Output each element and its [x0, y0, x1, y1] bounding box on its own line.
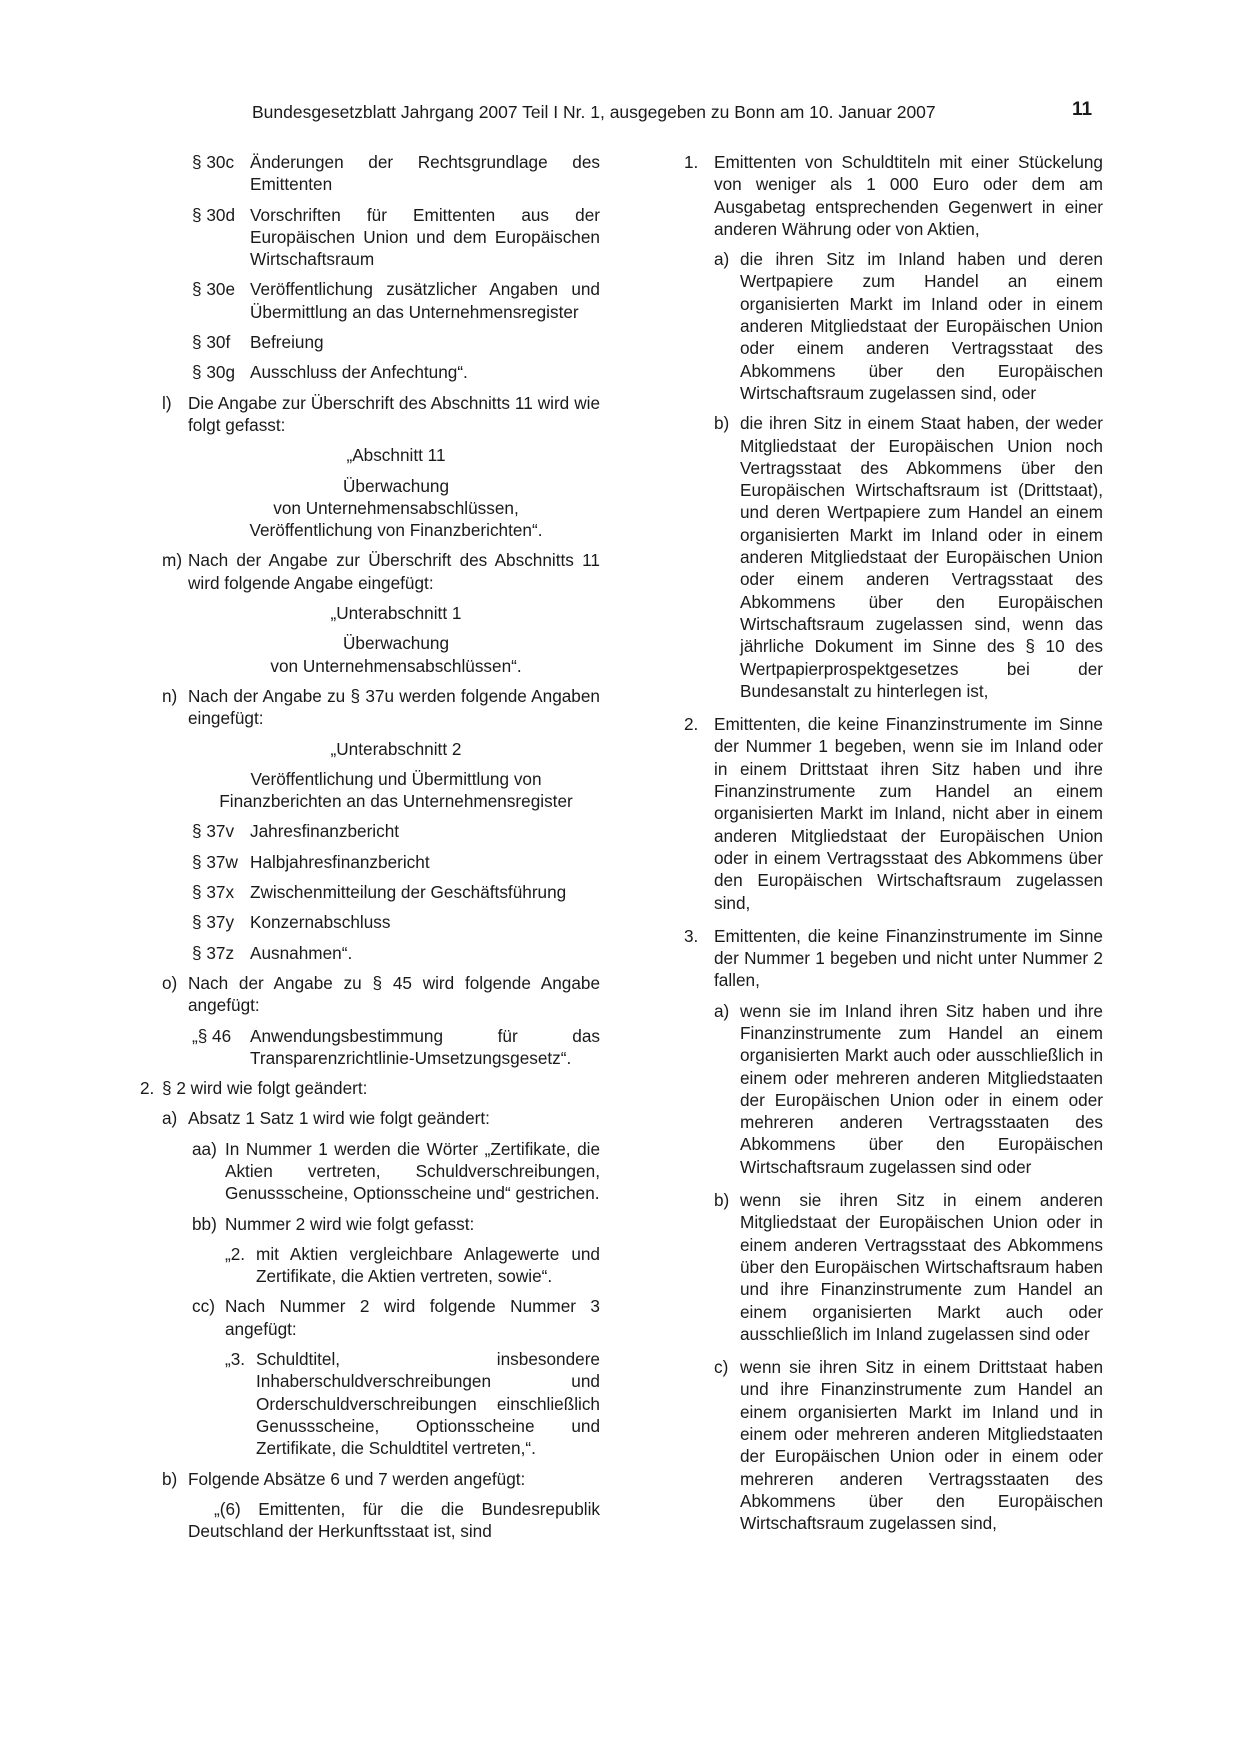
item-text: die ihren Sitz in einem Staat haben, der weder Mitgliedstaat der Europäischen Union noch Vertragsstaat des Abkommens über den Europäischen Wirtschaftsraum ist (Drittstaat), und deren Wertpapiere zum Handel an einem organisierten Markt im Inland oder in einem anderen Mitgliedstaat der Europäischen Union oder einem anderen Vertragsstaat des Abkommens über den Europäischen Wirtschaftsraum zugelassen sind, wenn das jährliche Dokument im Sinne des § 10 des Wertpapierprospektgesetzes bei der Bundesanstalt zu hinterlegen ist,: [740, 413, 1103, 701]
item-text: Nach Nummer 2 wird folgende Nummer 3 angefügt:: [225, 1296, 600, 1339]
item-1: [684, 151, 1103, 240]
item-text: Nummer 2 wird wie folgt gefasst:: [225, 1213, 475, 1234]
item-3b: [684, 1189, 1103, 1345]
item-aa: [140, 1138, 600, 1205]
item-label: b): [162, 1468, 178, 1489]
item-cc: [140, 1295, 600, 1340]
section-title: Zwischenmitteilung der Geschäftsführung: [250, 882, 567, 903]
item-label: a): [714, 249, 730, 270]
item-label: l): [162, 392, 172, 413]
item-text: die ihren Sitz im Inland haben und deren Wertpapiere zum Handel an einem organisierten Markt im Inland oder in einem anderen Mitgliedstaat der Europäischen Union oder einem anderen Vertragsstaat des Abkommens über den Europäischen Wirtschaftsraum zugelassen sind, oder: [740, 249, 1103, 403]
heading-line: von Unternehmensabschlüssen“.: [270, 655, 522, 676]
item-text: Nach der Angabe zur Überschrift des Abschnitts 11 wird folgende Angabe eingefügt:: [188, 550, 600, 593]
item-label: o): [162, 972, 178, 993]
heading-line: Überwachung: [342, 475, 450, 496]
heading-unterabschnitt-1: „Unterabschnitt 1: [330, 603, 462, 624]
item-text: Emittenten, die keine Finanzinstrumente im Sinne der Nummer 1 begeben, wenn sie im Inland oder in einem Drittstaat ihren Sitz haben und ihre Finanzinstrumente zum Handel an einem organisierten Markt im Inland, nicht aber in einem anderen Mitgliedstaat der Europäischen Union oder in einem Vertragsstaat des Abkommens über den Europäischen Wirtschaftsraum zugelassen sind,: [714, 714, 1103, 913]
left-column: [140, 151, 600, 1542]
item-label: cc): [192, 1296, 215, 1317]
item-n: [140, 685, 600, 730]
heading-line: Veröffentlichung von Finanzberichten“.: [249, 520, 543, 541]
item-text: In Nummer 1 werden die Wörter „Zertifikate, die Aktien vertreten, Schuldverschreibungen, Genussscheine, Optionsscheine und“ gestrichen.: [225, 1138, 600, 1204]
item-label: 1.: [684, 152, 699, 172]
section-entry-30g: [140, 361, 600, 383]
item-text: Nach der Angabe zu § 37u werden folgende Angaben eingefügt:: [188, 685, 600, 729]
item-label: 2.: [140, 1078, 155, 1099]
section-title: Ausschluss der Anfechtung“.: [250, 362, 468, 383]
paragraph-6: „(6) Emittenten, für die die Bundesrepublik Deutschland der Herkunftsstaat ist, sind: [188, 1498, 600, 1542]
item-label: a): [162, 1108, 178, 1129]
section-number: § 37z: [192, 942, 235, 963]
item-text: Die Angabe zur Überschrift des Abschnitts 11 wird wie folgt gefasst:: [188, 392, 600, 435]
item-text: Emittenten, die keine Finanzinstrumente im Sinne der Nummer 1 begeben und nicht unter Nummer 2 fallen,: [714, 925, 1103, 991]
section-title: Konzernabschluss: [250, 912, 391, 933]
section-title: Halbjahresfinanzbericht: [250, 851, 430, 872]
item-text: wenn sie ihren Sitz in einem anderen Mitgliedstaat der Europäischen Union oder in einem anderen Vertragsstaat des Abkommens über den Europäischen Wirtschaftsraum haben und ihre Finanzinstrumente zum Handel an einem organisierten Markt auch oder ausschließlich im Inland zugelassen sind oder: [740, 1190, 1103, 1344]
item-2-right: [684, 713, 1103, 914]
section-title: Ausnahmen“.: [250, 942, 353, 963]
section-entry-37w: [140, 851, 600, 873]
item-text: Nach der Angabe zu § 45 wird folgende Angabe angefügt:: [188, 972, 600, 1016]
item-label: m): [162, 550, 183, 571]
item-a: [140, 1107, 600, 1129]
right-column: [684, 151, 1103, 1535]
item-label: „3.: [225, 1349, 246, 1370]
section-number: § 30c: [192, 152, 235, 172]
item-o: [140, 972, 600, 1017]
item-label: b): [714, 1190, 730, 1211]
section-number: § 37y: [192, 912, 235, 933]
item-2: [140, 1077, 600, 1099]
section-entry-37v: [140, 820, 600, 842]
item-label: 2.: [684, 714, 699, 735]
section-entry-30f: [140, 331, 600, 353]
item-text: wenn sie im Inland ihren Sitz haben und ihre Finanzinstrumente zum Handel an einem organisierten Markt auch oder ausschließlich in einem oder mehreren anderen Mitgliedstaaten der Europäischen Union oder in einem oder mehreren anderen Vertragsstaaten des Abkommens über den Europäischen Wirtschaftsraum zugelassen sind oder: [740, 1000, 1103, 1177]
heading-line: Finanzberichten an das Unternehmensregister: [219, 791, 573, 812]
item-m: [140, 549, 600, 594]
section-title: Vorschriften für Emittenten aus der Europäischen Union und dem Europäischen Wirtschaftsraum: [250, 204, 600, 270]
heading-line: von Unternehmensabschlüssen,: [273, 497, 519, 518]
section-entry-30e: [140, 278, 600, 323]
item-label: b): [714, 413, 730, 434]
section-entry-30c: [140, 151, 600, 196]
item-1a: [684, 248, 1103, 404]
section-number: § 37v: [192, 821, 235, 842]
section-number: § 30d: [192, 204, 236, 225]
page-number: 11: [1072, 99, 1093, 120]
item-label: n): [162, 685, 178, 706]
section-number: § 37w: [192, 851, 238, 872]
section-entry-37z: [140, 942, 600, 964]
item-text: Schuldtitel, insbesondere Inhaberschuldverschreibungen und Orderschuldverschreibungen einschließlich Genussscheine, Optionsscheine und Zertifikate, die Schuldtitel vertreten,“.: [256, 1349, 600, 1459]
section-title: Anwendungsbestimmung für das Transparenzrichtlinie-Umsetzungsgesetz“.: [250, 1025, 600, 1068]
section-number: „§ 46: [192, 1025, 232, 1046]
item-text: mit Aktien vergleichbare Anlagewerte und Zertifikate, die Aktien vertreten, sowie“.: [256, 1243, 600, 1287]
section-title: Jahresfinanzbericht: [250, 821, 400, 842]
item-text: § 2 wird wie folgt geändert:: [162, 1078, 368, 1099]
section-title: Befreiung: [250, 332, 324, 353]
item-l: [140, 392, 600, 437]
quoted-number-2: [140, 1243, 600, 1288]
quoted-number-3: [140, 1348, 600, 1459]
section-title: Änderungen der Rechtsgrundlage des Emittenten: [250, 152, 600, 195]
item-text: Emittenten von Schuldtiteln mit einer Stückelung von weniger als 1 000 Euro oder dem am Ausgabetag entsprechenden Gegenwert in einer anderen Währung oder von Aktien,: [714, 152, 1103, 239]
item-label: a): [714, 1000, 730, 1021]
section-entry-37x: [140, 881, 600, 903]
section-entry-46: [140, 1025, 600, 1070]
item-text: wenn sie ihren Sitz in einem Drittstaat haben und ihre Finanzinstrumente zum Handel an einem organisierten Markt im Inland und in einem oder mehreren anderen Mitgliedstaaten der Europäischen Union oder in einem oder mehreren anderen Vertragsstaaten des Abkommens über den Europäischen Wirtschaftsraum zugelassen sind,: [740, 1357, 1103, 1534]
item-bb: [140, 1213, 600, 1235]
item-label: „2.: [225, 1243, 246, 1264]
heading-line: Überwachung: [342, 633, 450, 654]
section-entry-37y: [140, 911, 600, 933]
section-number: § 30f: [192, 332, 231, 353]
item-label: c): [714, 1357, 729, 1378]
item-1b: [684, 412, 1103, 702]
item-b: [140, 1468, 600, 1490]
item-3c: [684, 1356, 1103, 1534]
heading-unterabschnitt-2: „Unterabschnitt 2: [330, 738, 462, 759]
heading-line: Veröffentlichung und Übermittlung von: [250, 768, 542, 789]
section-number: § 30g: [192, 362, 236, 383]
section-number: § 30e: [192, 279, 236, 300]
item-label: aa): [192, 1138, 217, 1159]
heading-abschnitt-11: „Abschnitt 11: [346, 445, 446, 466]
item-3: [684, 925, 1103, 992]
item-label: bb): [192, 1213, 217, 1234]
item-label: 3.: [684, 925, 699, 946]
item-text: Absatz 1 Satz 1 wird wie folgt geändert:: [188, 1108, 490, 1129]
section-entry-30d: [140, 204, 600, 271]
running-header: Bundesgesetzblatt Jahrgang 2007 Teil I Nr. 1, ausgegeben zu Bonn am 10. Januar 2007: [252, 102, 936, 122]
section-number: § 37x: [192, 882, 235, 903]
item-3a: [684, 1000, 1103, 1178]
section-title: Veröffentlichung zusätzlicher Angaben und Übermittlung an das Unternehmensregister: [250, 279, 600, 322]
item-text: Folgende Absätze 6 und 7 werden angefügt:: [188, 1468, 526, 1489]
